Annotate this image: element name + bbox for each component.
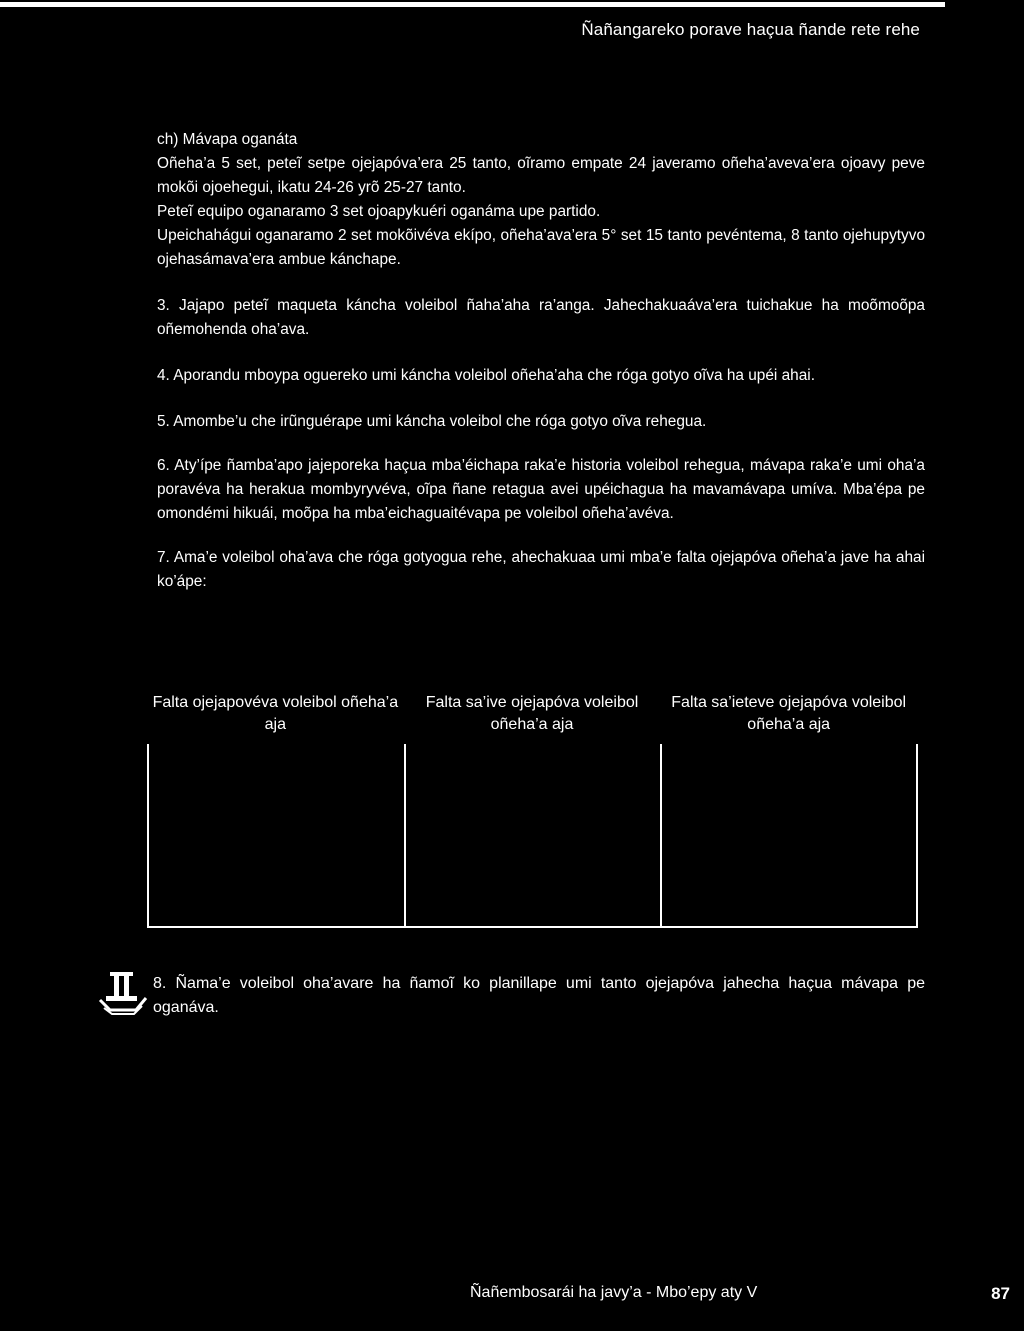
faults-table-body bbox=[147, 744, 918, 928]
writing-activity-icon bbox=[98, 970, 150, 1016]
section-ch-paragraph-2: Peteĩ equipo oganaramo 3 set ojoapykuéri oganáma upe partido. bbox=[157, 203, 601, 220]
column-divider bbox=[404, 744, 406, 926]
question-6: 6. Aty’ípe ñamba’apo jajeporeka haçua mba’éichapa raka’e historia voleibol rehegua, mávapa raka’e umi oha’a poravéva ha herakua mombyryvéva, oĩpa ñane retagua avei upéichagua ha mavamávapa umíva. Mba’épa pe omondémi hikuái, moõpa ha mba’eichaguaitévapa pe voleibol oñeha’avéva. bbox=[157, 457, 925, 522]
faults-table-header bbox=[147, 692, 917, 736]
column-divider bbox=[660, 744, 662, 926]
section-ch-paragraph-3: Upeichahágui oganaramo 2 set mokõivéva ekípo, oñeha’ava’era 5° set 15 tanto pevéntema, 8 tanto ojehupytyvo ojehasámava’era ambue kánchape. bbox=[157, 227, 925, 268]
question-7: 7. Ama’e voleibol oha’ava che róga gotyogua rehe, ahechakuaa umi mba’e falta ojejapóva oñeha’a jave ha ahai ko’ápe: bbox=[157, 549, 925, 590]
page-number: 87 bbox=[991, 1284, 1010, 1303]
running-header: Ñañangareko porave haçua ñande rete rehe bbox=[581, 20, 920, 39]
section-ch-title: ch) Mávapa oganáta bbox=[157, 131, 298, 148]
question-4: 4. Aporandu mboypa oguereko umi káncha voleibol oñeha’aha che róga gotyo oĩva ha upéi ahai. bbox=[157, 367, 815, 384]
question-5: 5. Amombe’u che irũnguérape umi káncha voleibol che róga gotyo oĩva rehegua. bbox=[157, 413, 707, 430]
section-ch-paragraph-1: Oñeha’a 5 set, peteĩ setpe ojejapóva’era 25 tanto, oĩramo empate 24 javeramo oñeha’aveva’era ojoavy peve mokõi ojoehegui, ikatu 24-26 yrõ 25-27 tanto. bbox=[157, 155, 925, 196]
column-header-fewer-faults: Falta sa’ive ojejapóva voleibol oñeha’a aja bbox=[425, 694, 639, 733]
column-header-fewest-faults: Falta sa’ieteve ojejapóva voleibol oñeha’a aja bbox=[671, 694, 907, 733]
faults-table bbox=[147, 692, 917, 736]
footer-text: Ñañembosarái ha javy’a - Mbo’epy aty V bbox=[470, 1284, 758, 1301]
main-content bbox=[157, 128, 925, 594]
column-header-most-faults: Falta ojejapovéva voleibol oñeha’a aja bbox=[152, 694, 399, 733]
question-8: 8. Ñama’e voleibol oha’avare ha ñamoĩ ko planillape umi tanto ojejapóva jahecha haçua mávapa pe oganáva. bbox=[153, 975, 925, 1016]
question-3: 3. Jajapo peteĩ maqueta káncha voleibol ñaha’aha ra’anga. Jahechakuaáva’era tuichakue ha moõmoõpa oñemohenda oha’ava. bbox=[157, 297, 925, 338]
top-rule bbox=[0, 2, 945, 7]
